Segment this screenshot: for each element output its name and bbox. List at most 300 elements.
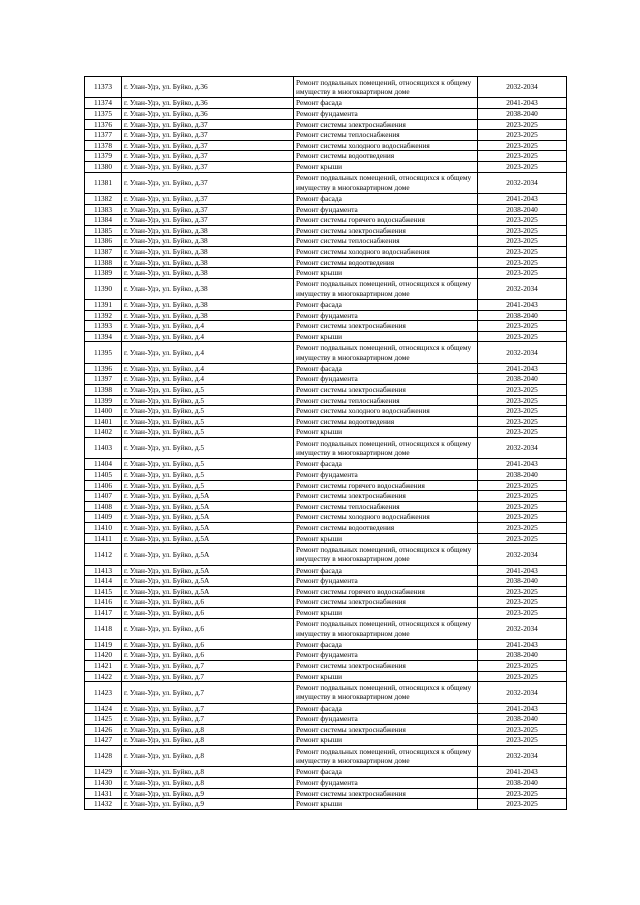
row-address: г. Улан-Удэ, ул. Буйко, д.9 xyxy=(122,788,294,799)
row-number: 11396 xyxy=(85,363,122,374)
row-address: г. Улан-Удэ, ул. Буйко, д.8 xyxy=(122,778,294,789)
row-period: 2023-2025 xyxy=(478,130,567,141)
row-period: 2032-2034 xyxy=(478,438,567,459)
row-work-type: Ремонт системы теплоснабжения xyxy=(294,501,478,512)
table-row xyxy=(85,724,567,735)
row-work-type: Ремонт подвальных помещений, относящихся к общему имуществу в многоквартирном доме xyxy=(294,77,478,98)
row-address: г. Улан-Удэ, ул. Буйко, д.37 xyxy=(122,119,294,130)
row-period: 2023-2025 xyxy=(478,586,567,597)
row-number: 11373 xyxy=(85,77,122,98)
row-number: 11390 xyxy=(85,278,122,299)
table-row xyxy=(85,427,567,438)
row-number: 11377 xyxy=(85,130,122,141)
row-address: г. Улан-Удэ, ул. Буйко, д.38 xyxy=(122,310,294,321)
row-period: 2023-2025 xyxy=(478,268,567,279)
row-number: 11407 xyxy=(85,491,122,502)
row-address: г. Улан-Удэ, ул. Буйко, д.36 xyxy=(122,98,294,109)
row-number: 11383 xyxy=(85,204,122,215)
row-work-type: Ремонт подвальных помещений, относящихся к общему имуществу в многоквартирном доме xyxy=(294,746,478,767)
row-address: г. Улан-Удэ, ул. Буйко, д.37 xyxy=(122,151,294,162)
row-address: г. Улан-Удэ, ул. Буйко, д.4 xyxy=(122,342,294,363)
row-address: г. Улан-Удэ, ул. Буйко, д.5 xyxy=(122,480,294,491)
table-row xyxy=(85,193,567,204)
row-number: 11388 xyxy=(85,257,122,268)
row-address: г. Улан-Удэ, ул. Буйко, д.7 xyxy=(122,682,294,703)
row-address: г. Улан-Удэ, ул. Буйко, д.8 xyxy=(122,735,294,746)
row-work-type: Ремонт системы холодного водоснабжения xyxy=(294,512,478,523)
row-number: 11397 xyxy=(85,374,122,385)
row-address: г. Улан-Удэ, ул. Буйко, д.37 xyxy=(122,161,294,172)
row-address: г. Улан-Удэ, ул. Буйко, д.8 xyxy=(122,724,294,735)
table-row xyxy=(85,788,567,799)
row-address: г. Улан-Удэ, ул. Буйко, д.6 xyxy=(122,639,294,650)
row-address: г. Улан-Удэ, ул. Буйко, д.5А xyxy=(122,565,294,576)
table-row xyxy=(85,469,567,480)
row-period: 2038-2040 xyxy=(478,204,567,215)
row-work-type: Ремонт крыши xyxy=(294,161,478,172)
row-number: 11419 xyxy=(85,639,122,650)
row-number: 11405 xyxy=(85,469,122,480)
table-row xyxy=(85,151,567,162)
row-work-type: Ремонт подвальных помещений, относящихся к общему имуществу в многоквартирном доме xyxy=(294,342,478,363)
table-row xyxy=(85,236,567,247)
row-period: 2023-2025 xyxy=(478,331,567,342)
table-row xyxy=(85,385,567,396)
row-number: 11410 xyxy=(85,522,122,533)
row-number: 11421 xyxy=(85,661,122,672)
table-row xyxy=(85,310,567,321)
row-work-type: Ремонт системы электроснабжения xyxy=(294,661,478,672)
row-work-type: Ремонт системы горячего водоснабжения xyxy=(294,586,478,597)
row-number: 11401 xyxy=(85,416,122,427)
row-period: 2023-2025 xyxy=(478,597,567,608)
row-period: 2038-2040 xyxy=(478,469,567,480)
table-row xyxy=(85,363,567,374)
row-period: 2023-2025 xyxy=(478,491,567,502)
row-address: г. Улан-Удэ, ул. Буйко, д.5 xyxy=(122,469,294,480)
row-address: г. Улан-Удэ, ул. Буйко, д.5 xyxy=(122,459,294,470)
row-number: 11385 xyxy=(85,225,122,236)
table-row xyxy=(85,671,567,682)
row-work-type: Ремонт подвальных помещений, относящихся к общему имуществу в многоквартирном доме xyxy=(294,682,478,703)
row-work-type: Ремонт системы электроснабжения xyxy=(294,724,478,735)
table-row xyxy=(85,108,567,119)
row-work-type: Ремонт фундамента xyxy=(294,108,478,119)
row-work-type: Ремонт системы электроснабжения xyxy=(294,119,478,130)
row-number: 11392 xyxy=(85,310,122,321)
row-work-type: Ремонт системы электроснабжения xyxy=(294,491,478,502)
row-number: 11375 xyxy=(85,108,122,119)
row-address: г. Улан-Удэ, ул. Буйко, д.5А xyxy=(122,501,294,512)
row-work-type: Ремонт крыши xyxy=(294,671,478,682)
row-work-type: Ремонт системы электроснабжения xyxy=(294,321,478,332)
table-row xyxy=(85,342,567,363)
row-work-type: Ремонт фундамента xyxy=(294,650,478,661)
row-work-type: Ремонт системы теплоснабжения xyxy=(294,130,478,141)
row-number: 11400 xyxy=(85,406,122,417)
row-work-type: Ремонт фасада xyxy=(294,459,478,470)
row-period: 2023-2025 xyxy=(478,501,567,512)
capital-repair-table xyxy=(84,76,567,810)
row-number: 11395 xyxy=(85,342,122,363)
table-row xyxy=(85,650,567,661)
row-work-type: Ремонт фундамента xyxy=(294,469,478,480)
row-number: 11428 xyxy=(85,746,122,767)
row-work-type: Ремонт системы водоотведения xyxy=(294,257,478,268)
row-number: 11414 xyxy=(85,576,122,587)
row-address: г. Улан-Удэ, ул. Буйко, д.7 xyxy=(122,661,294,672)
row-work-type: Ремонт фасада xyxy=(294,300,478,311)
row-number: 11374 xyxy=(85,98,122,109)
table-row xyxy=(85,172,567,193)
row-number: 11387 xyxy=(85,246,122,257)
row-period: 2023-2025 xyxy=(478,257,567,268)
row-period: 2041-2043 xyxy=(478,639,567,650)
table-row xyxy=(85,767,567,778)
row-address: г. Улан-Удэ, ул. Буйко, д.4 xyxy=(122,321,294,332)
row-period: 2032-2034 xyxy=(478,342,567,363)
row-address: г. Улан-Удэ, ул. Буйко, д.37 xyxy=(122,130,294,141)
row-number: 11378 xyxy=(85,140,122,151)
row-number: 11380 xyxy=(85,161,122,172)
table-row xyxy=(85,501,567,512)
row-address: г. Улан-Удэ, ул. Буйко, д.6 xyxy=(122,607,294,618)
row-address: г. Улан-Удэ, ул. Буйко, д.37 xyxy=(122,140,294,151)
row-work-type: Ремонт подвальных помещений, относящихся к общему имуществу в многоквартирном доме xyxy=(294,544,478,565)
table-row xyxy=(85,268,567,279)
row-period: 2041-2043 xyxy=(478,767,567,778)
row-work-type: Ремонт системы теплоснабжения xyxy=(294,236,478,247)
row-work-type: Ремонт подвальных помещений, относящихся к общему имуществу в многоквартирном доме xyxy=(294,438,478,459)
row-number: 11402 xyxy=(85,427,122,438)
row-work-type: Ремонт фундамента xyxy=(294,374,478,385)
row-number: 11391 xyxy=(85,300,122,311)
row-period: 2023-2025 xyxy=(478,246,567,257)
row-number: 11422 xyxy=(85,671,122,682)
row-address: г. Улан-Удэ, ул. Буйко, д.5 xyxy=(122,406,294,417)
row-period: 2023-2025 xyxy=(478,512,567,523)
row-number: 11386 xyxy=(85,236,122,247)
table-row xyxy=(85,597,567,608)
table-row xyxy=(85,522,567,533)
row-work-type: Ремонт фасада xyxy=(294,639,478,650)
table-row xyxy=(85,639,567,650)
row-period: 2038-2040 xyxy=(478,374,567,385)
row-period: 2023-2025 xyxy=(478,236,567,247)
row-period: 2038-2040 xyxy=(478,310,567,321)
row-address: г. Улан-Удэ, ул. Буйко, д.5А xyxy=(122,586,294,597)
row-address: г. Улан-Удэ, ул. Буйко, д.4 xyxy=(122,363,294,374)
row-period: 2032-2034 xyxy=(478,172,567,193)
row-address: г. Улан-Удэ, ул. Буйко, д.7 xyxy=(122,714,294,725)
table-row xyxy=(85,512,567,523)
table-row xyxy=(85,565,567,576)
row-period: 2023-2025 xyxy=(478,140,567,151)
row-number: 11411 xyxy=(85,533,122,544)
row-number: 11423 xyxy=(85,682,122,703)
row-number: 11412 xyxy=(85,544,122,565)
row-work-type: Ремонт крыши xyxy=(294,735,478,746)
row-address: г. Улан-Удэ, ул. Буйко, д.7 xyxy=(122,703,294,714)
row-period: 2023-2025 xyxy=(478,385,567,396)
row-period: 2023-2025 xyxy=(478,724,567,735)
table-row xyxy=(85,278,567,299)
row-period: 2023-2025 xyxy=(478,788,567,799)
row-address: г. Улан-Удэ, ул. Буйко, д.38 xyxy=(122,225,294,236)
row-work-type: Ремонт системы электроснабжения xyxy=(294,225,478,236)
row-period: 2041-2043 xyxy=(478,193,567,204)
row-period: 2032-2034 xyxy=(478,682,567,703)
row-work-type: Ремонт фасада xyxy=(294,767,478,778)
row-work-type: Ремонт подвальных помещений, относящихся к общему имуществу в многоквартирном доме xyxy=(294,172,478,193)
row-address: г. Улан-Удэ, ул. Буйко, д.8 xyxy=(122,767,294,778)
row-number: 11398 xyxy=(85,385,122,396)
row-number: 11413 xyxy=(85,565,122,576)
row-work-type: Ремонт системы водоотведения xyxy=(294,522,478,533)
row-work-type: Ремонт системы холодного водоснабжения xyxy=(294,406,478,417)
row-work-type: Ремонт фасада xyxy=(294,703,478,714)
table-row xyxy=(85,98,567,109)
table-row xyxy=(85,607,567,618)
row-number: 11408 xyxy=(85,501,122,512)
row-address: г. Улан-Удэ, ул. Буйко, д.5А xyxy=(122,533,294,544)
row-work-type: Ремонт крыши xyxy=(294,268,478,279)
row-number: 11394 xyxy=(85,331,122,342)
table-row xyxy=(85,544,567,565)
row-period: 2023-2025 xyxy=(478,416,567,427)
row-period: 2038-2040 xyxy=(478,576,567,587)
row-number: 11389 xyxy=(85,268,122,279)
table-row xyxy=(85,438,567,459)
row-work-type: Ремонт системы холодного водоснабжения xyxy=(294,246,478,257)
row-work-type: Ремонт системы водоотведения xyxy=(294,151,478,162)
table-row xyxy=(85,416,567,427)
row-period: 2038-2040 xyxy=(478,778,567,789)
table-row xyxy=(85,746,567,767)
row-period: 2023-2025 xyxy=(478,215,567,226)
table-row xyxy=(85,682,567,703)
row-address: г. Улан-Удэ, ул. Буйко, д.6 xyxy=(122,650,294,661)
table-row xyxy=(85,491,567,502)
table-row xyxy=(85,331,567,342)
row-period: 2023-2025 xyxy=(478,395,567,406)
row-address: г. Улан-Удэ, ул. Буйко, д.38 xyxy=(122,257,294,268)
table-row xyxy=(85,119,567,130)
row-work-type: Ремонт фундамента xyxy=(294,714,478,725)
table-row xyxy=(85,77,567,98)
table-row xyxy=(85,618,567,639)
table-row xyxy=(85,161,567,172)
table-row xyxy=(85,576,567,587)
row-work-type: Ремонт системы электроснабжения xyxy=(294,597,478,608)
table-row xyxy=(85,778,567,789)
row-address: г. Улан-Удэ, ул. Буйко, д.5 xyxy=(122,385,294,396)
row-period: 2041-2043 xyxy=(478,300,567,311)
row-period: 2032-2034 xyxy=(478,77,567,98)
row-period: 2041-2043 xyxy=(478,565,567,576)
row-address: г. Улан-Удэ, ул. Буйко, д.5 xyxy=(122,427,294,438)
row-period: 2032-2034 xyxy=(478,618,567,639)
table-row xyxy=(85,300,567,311)
row-period: 2041-2043 xyxy=(478,459,567,470)
row-work-type: Ремонт фасада xyxy=(294,193,478,204)
row-number: 11426 xyxy=(85,724,122,735)
row-number: 11403 xyxy=(85,438,122,459)
row-address: г. Улан-Удэ, ул. Буйко, д.5А xyxy=(122,512,294,523)
table-row xyxy=(85,799,567,810)
row-period: 2032-2034 xyxy=(478,746,567,767)
row-address: г. Улан-Удэ, ул. Буйко, д.38 xyxy=(122,300,294,311)
row-number: 11376 xyxy=(85,119,122,130)
row-work-type: Ремонт подвальных помещений, относящихся к общему имуществу в многоквартирном доме xyxy=(294,278,478,299)
row-period: 2023-2025 xyxy=(478,321,567,332)
row-address: г. Улан-Удэ, ул. Буйко, д.37 xyxy=(122,193,294,204)
row-period: 2032-2034 xyxy=(478,278,567,299)
table-row xyxy=(85,215,567,226)
row-work-type: Ремонт крыши xyxy=(294,607,478,618)
row-period: 2023-2025 xyxy=(478,671,567,682)
row-period: 2023-2025 xyxy=(478,119,567,130)
row-address: г. Улан-Удэ, ул. Буйко, д.37 xyxy=(122,172,294,193)
row-address: г. Улан-Удэ, ул. Буйко, д.6 xyxy=(122,618,294,639)
row-number: 11424 xyxy=(85,703,122,714)
table-row xyxy=(85,321,567,332)
row-period: 2023-2025 xyxy=(478,661,567,672)
table-row xyxy=(85,130,567,141)
row-work-type: Ремонт фундамента xyxy=(294,778,478,789)
row-address: г. Улан-Удэ, ул. Буйко, д.6 xyxy=(122,597,294,608)
table-row xyxy=(85,703,567,714)
row-number: 11430 xyxy=(85,778,122,789)
table-row xyxy=(85,735,567,746)
row-number: 11432 xyxy=(85,799,122,810)
row-address: г. Улан-Удэ, ул. Буйко, д.9 xyxy=(122,799,294,810)
row-period: 2023-2025 xyxy=(478,406,567,417)
row-work-type: Ремонт фасада xyxy=(294,363,478,374)
row-address: г. Улан-Удэ, ул. Буйко, д.5А xyxy=(122,576,294,587)
row-work-type: Ремонт крыши xyxy=(294,799,478,810)
row-period: 2023-2025 xyxy=(478,480,567,491)
row-period: 2032-2034 xyxy=(478,544,567,565)
row-work-type: Ремонт фасада xyxy=(294,565,478,576)
table-row xyxy=(85,374,567,385)
table-row xyxy=(85,533,567,544)
row-number: 11409 xyxy=(85,512,122,523)
row-work-type: Ремонт фасада xyxy=(294,98,478,109)
row-period: 2023-2025 xyxy=(478,607,567,618)
row-work-type: Ремонт системы электроснабжения xyxy=(294,385,478,396)
row-address: г. Улан-Удэ, ул. Буйко, д.5 xyxy=(122,395,294,406)
row-address: г. Улан-Удэ, ул. Буйко, д.5 xyxy=(122,416,294,427)
table-row xyxy=(85,225,567,236)
row-work-type: Ремонт фундамента xyxy=(294,204,478,215)
row-address: г. Улан-Удэ, ул. Буйко, д.38 xyxy=(122,268,294,279)
row-work-type: Ремонт крыши xyxy=(294,331,478,342)
table-row xyxy=(85,661,567,672)
row-address: г. Улан-Удэ, ул. Буйко, д.36 xyxy=(122,108,294,119)
row-number: 11429 xyxy=(85,767,122,778)
row-address: г. Улан-Удэ, ул. Буйко, д.36 xyxy=(122,77,294,98)
row-number: 11379 xyxy=(85,151,122,162)
row-number: 11418 xyxy=(85,618,122,639)
row-period: 2023-2025 xyxy=(478,533,567,544)
row-address: г. Улан-Удэ, ул. Буйко, д.37 xyxy=(122,204,294,215)
row-period: 2023-2025 xyxy=(478,151,567,162)
table-row xyxy=(85,459,567,470)
table-body xyxy=(85,77,567,810)
row-work-type: Ремонт системы горячего водоснабжения xyxy=(294,480,478,491)
row-number: 11399 xyxy=(85,395,122,406)
row-number: 11425 xyxy=(85,714,122,725)
row-number: 11415 xyxy=(85,586,122,597)
table-row xyxy=(85,586,567,597)
row-address: г. Улан-Удэ, ул. Буйко, д.37 xyxy=(122,215,294,226)
row-address: г. Улан-Удэ, ул. Буйко, д.5А xyxy=(122,522,294,533)
row-work-type: Ремонт системы электроснабжения xyxy=(294,788,478,799)
table-row xyxy=(85,395,567,406)
table-row xyxy=(85,246,567,257)
table-row xyxy=(85,257,567,268)
row-number: 11393 xyxy=(85,321,122,332)
row-period: 2023-2025 xyxy=(478,161,567,172)
row-number: 11431 xyxy=(85,788,122,799)
row-address: г. Улан-Удэ, ул. Буйко, д.5А xyxy=(122,491,294,502)
row-number: 11384 xyxy=(85,215,122,226)
row-work-type: Ремонт системы горячего водоснабжения xyxy=(294,215,478,226)
row-address: г. Улан-Удэ, ул. Буйко, д.38 xyxy=(122,246,294,257)
row-number: 11404 xyxy=(85,459,122,470)
row-period: 2023-2025 xyxy=(478,427,567,438)
row-address: г. Улан-Удэ, ул. Буйко, д.38 xyxy=(122,278,294,299)
row-work-type: Ремонт системы теплоснабжения xyxy=(294,395,478,406)
row-period: 2041-2043 xyxy=(478,363,567,374)
row-work-type: Ремонт фундамента xyxy=(294,310,478,321)
row-work-type: Ремонт крыши xyxy=(294,533,478,544)
row-address: г. Улан-Удэ, ул. Буйко, д.5А xyxy=(122,544,294,565)
row-number: 11381 xyxy=(85,172,122,193)
row-work-type: Ремонт подвальных помещений, относящихся к общему имуществу в многоквартирном доме xyxy=(294,618,478,639)
row-number: 11382 xyxy=(85,193,122,204)
row-address: г. Улан-Удэ, ул. Буйко, д.4 xyxy=(122,374,294,385)
row-period: 2038-2040 xyxy=(478,714,567,725)
row-number: 11417 xyxy=(85,607,122,618)
row-address: г. Улан-Удэ, ул. Буйко, д.5 xyxy=(122,438,294,459)
table-row xyxy=(85,406,567,417)
row-address: г. Улан-Удэ, ул. Буйко, д.8 xyxy=(122,746,294,767)
row-address: г. Улан-Удэ, ул. Буйко, д.38 xyxy=(122,236,294,247)
row-period: 2023-2025 xyxy=(478,225,567,236)
row-period: 2023-2025 xyxy=(478,799,567,810)
row-period: 2023-2025 xyxy=(478,522,567,533)
row-work-type: Ремонт системы холодного водоснабжения xyxy=(294,140,478,151)
row-address: г. Улан-Удэ, ул. Буйко, д.7 xyxy=(122,671,294,682)
row-address: г. Улан-Удэ, ул. Буйко, д.4 xyxy=(122,331,294,342)
table-row xyxy=(85,140,567,151)
row-work-type: Ремонт фундамента xyxy=(294,576,478,587)
row-period: 2038-2040 xyxy=(478,650,567,661)
row-period: 2038-2040 xyxy=(478,108,567,119)
row-number: 11427 xyxy=(85,735,122,746)
table-row xyxy=(85,480,567,491)
row-period: 2041-2043 xyxy=(478,98,567,109)
table-row xyxy=(85,204,567,215)
row-number: 11416 xyxy=(85,597,122,608)
row-work-type: Ремонт системы водоотведения xyxy=(294,416,478,427)
row-period: 2023-2025 xyxy=(478,735,567,746)
row-number: 11406 xyxy=(85,480,122,491)
row-work-type: Ремонт крыши xyxy=(294,427,478,438)
row-period: 2041-2043 xyxy=(478,703,567,714)
